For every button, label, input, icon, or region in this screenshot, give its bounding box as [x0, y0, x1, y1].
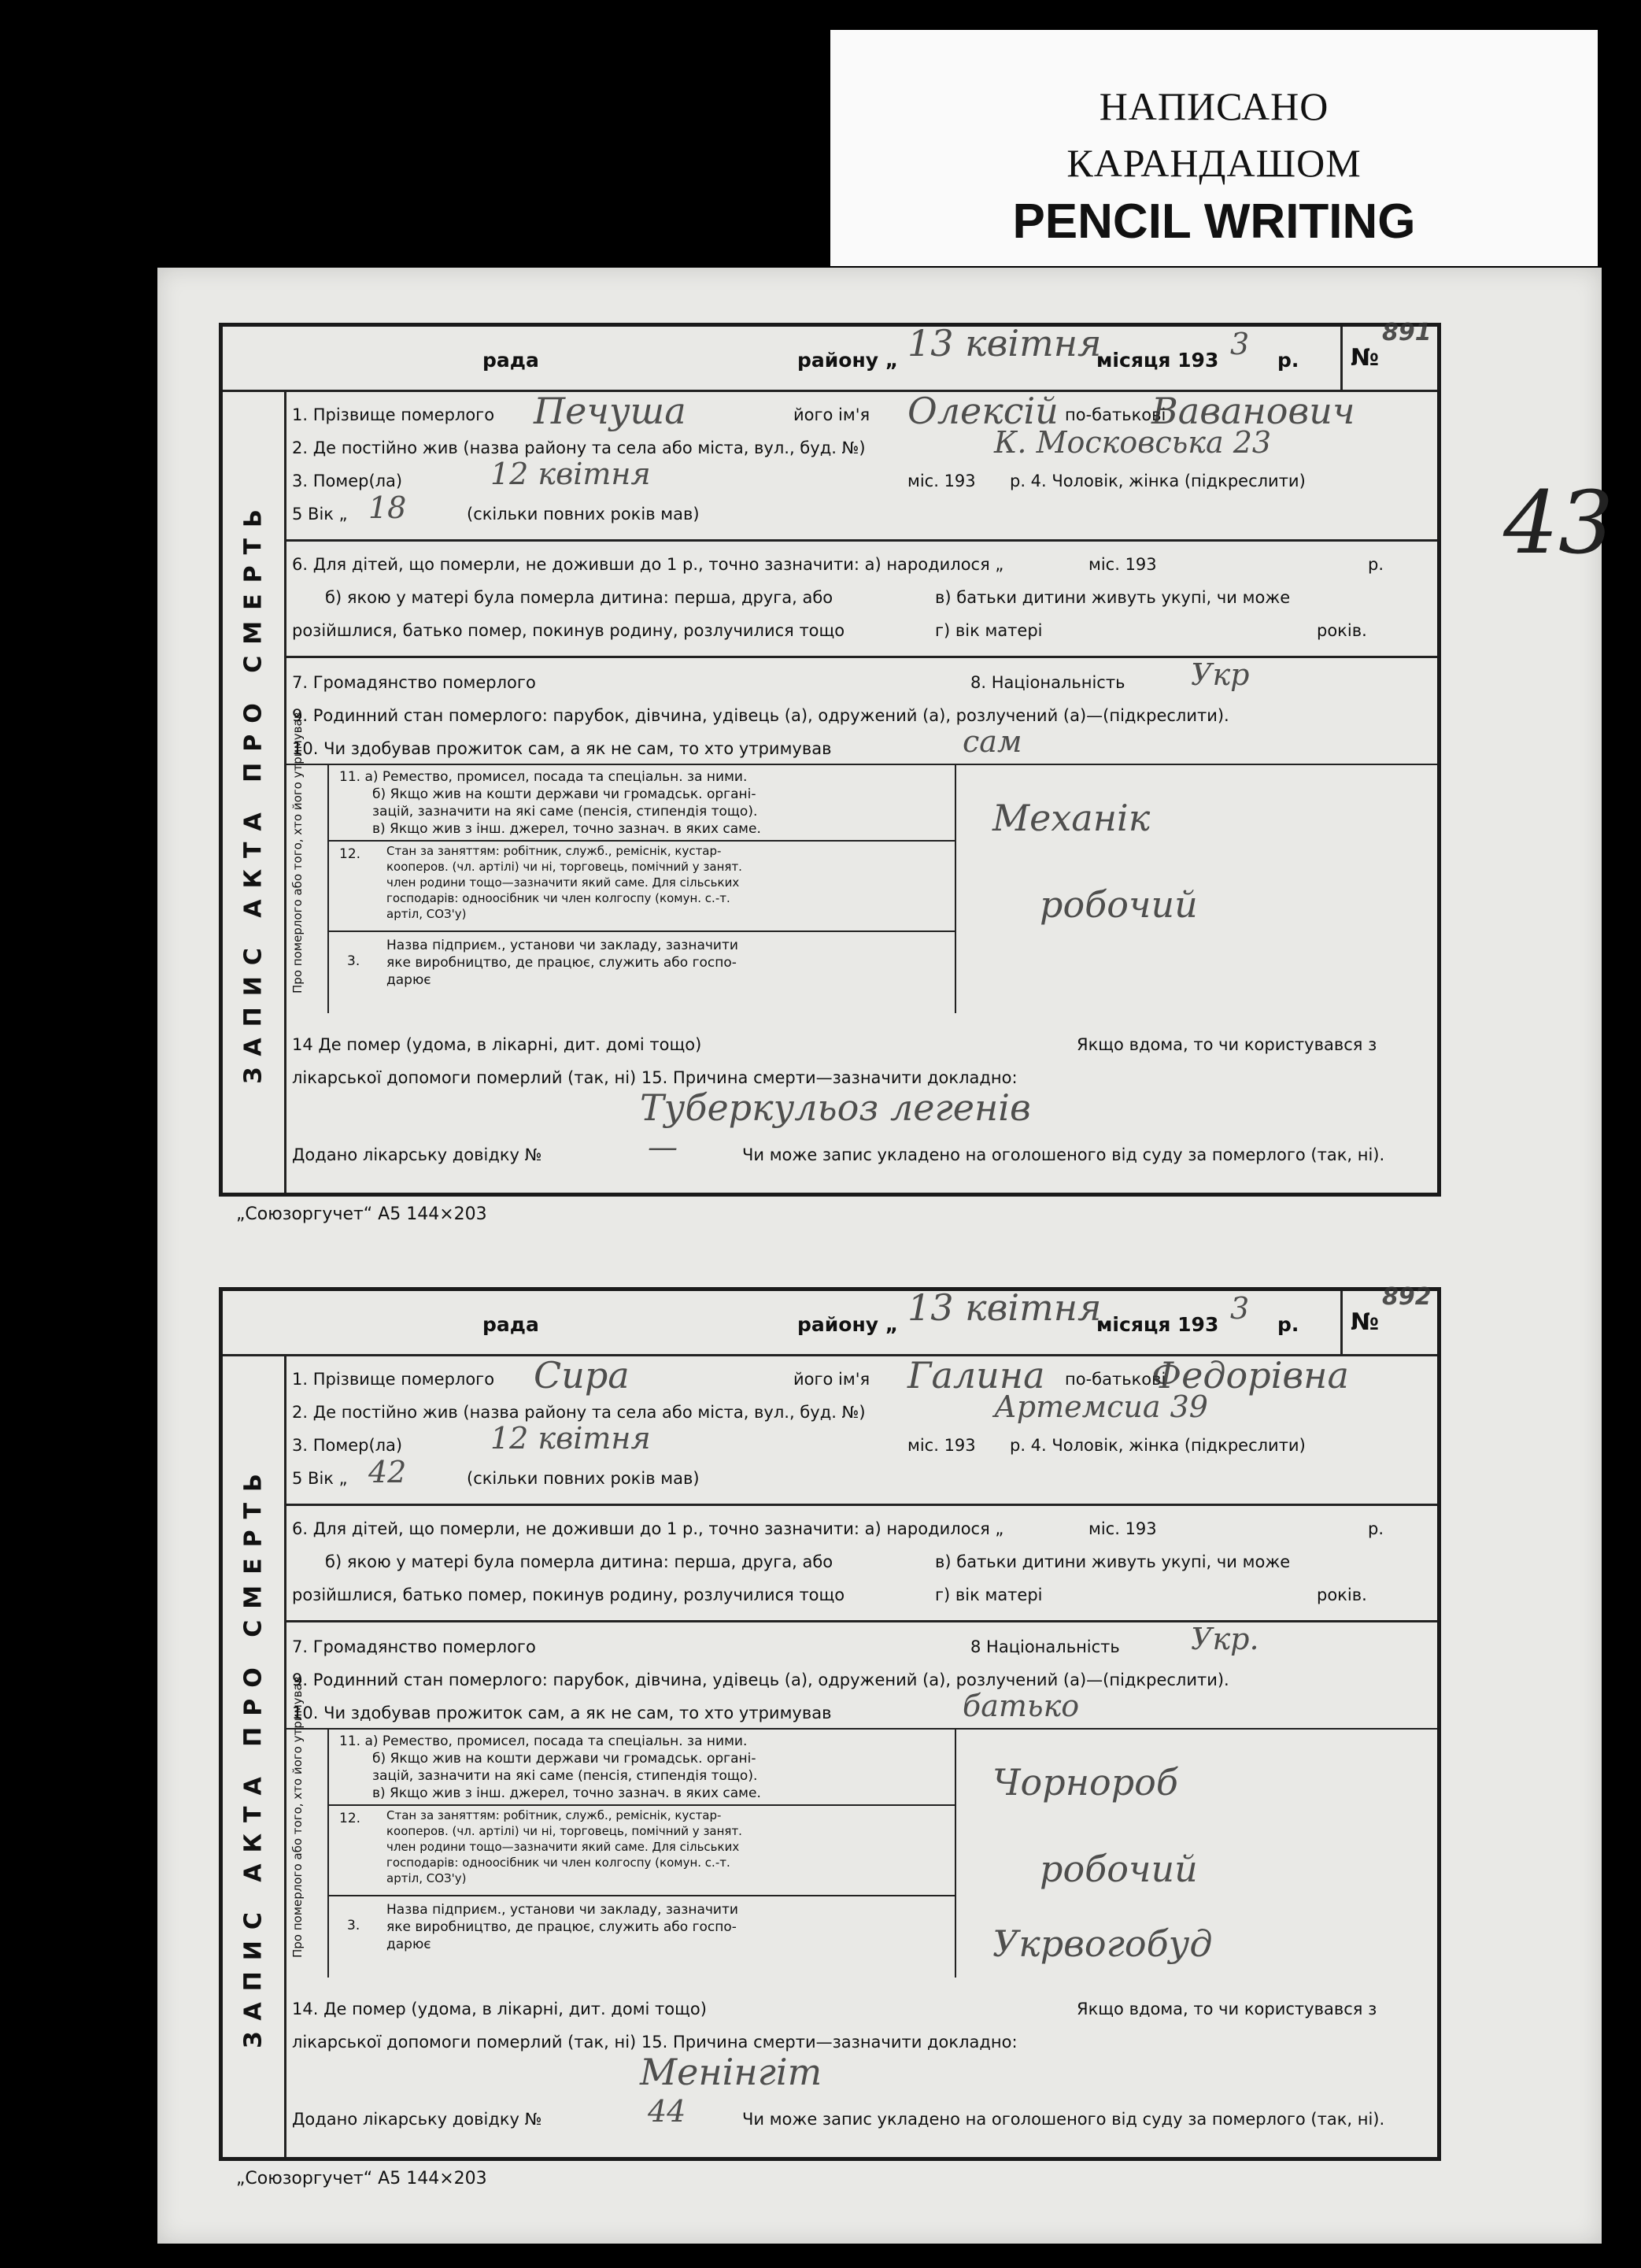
- rayonu-label: району „: [797, 1313, 899, 1336]
- line-5: 5 Вік „: [292, 1469, 348, 1488]
- stamp-line-2: КАРАНДАШОМ: [1066, 141, 1362, 185]
- form-footer: „Союзоргучет“ А5 144×203: [236, 1204, 487, 1224]
- line-13c: дарює: [386, 1937, 431, 1952]
- line-3-gender: р. 4. Чоловік, жінка (підкреслити): [1010, 1436, 1306, 1455]
- line-6: 6. Для дітей, що померли, не доживши до 1 р., точно зазначити: а) народилося „: [292, 1519, 1004, 1538]
- line-10: 10. Чи здобував прожиток сам, а як не сам, то хто утримував: [292, 739, 832, 758]
- line-11c: зацій, зазначити на які саме (пенсія, стипендія тощо).: [372, 1768, 758, 1784]
- line-6-month: міс. 193: [1088, 555, 1157, 574]
- line-7: 7. Громадянство померлого: [292, 1637, 536, 1656]
- line-9: 9. Родинний стан померлого: парубок, дівчина, удівець (а), одружений (а), розлучений (а)—(підкреслити).: [292, 706, 1229, 725]
- line-13a: Назва підприєм., установи чи закладу, зазначити: [386, 1902, 738, 1918]
- hw-surname: Печуша: [534, 390, 686, 432]
- hw-certificate: 44: [648, 2094, 686, 2129]
- line-3: 3. Помер(ла): [292, 472, 403, 490]
- line-6e: г) вік матері: [935, 621, 1043, 640]
- line-6c: в) батьки дитини живуть укупі, чи може: [935, 1552, 1291, 1571]
- line-6d: розійшлися, батько помер, покинув родину, розлучилися тощо: [292, 621, 845, 640]
- line-14b: Якщо вдома, то чи користувався з: [1077, 1035, 1377, 1054]
- line-13b: яке виробництво, де працює, служить або госпо-: [386, 955, 737, 971]
- form-footer: „Союзоргучет“ А5 144×203: [236, 2169, 487, 2188]
- line-8: 8 Національність: [970, 1637, 1120, 1656]
- side-label: [223, 390, 286, 1193]
- line-12a: Стан за заняттям: робітник, служб., реміснік, кустар-: [386, 844, 722, 858]
- hw-name: Олексій: [907, 390, 1059, 432]
- line-13-num: 3.: [347, 953, 360, 969]
- line-11a: 11. а) Ремество, промисел, посада та спеціальн. за ними.: [339, 769, 748, 785]
- hw-patronymic: Федорівна: [1151, 1354, 1349, 1397]
- line-2: 2. Де постійно жив (назва району та села або міста, вул., буд. №): [292, 1403, 866, 1422]
- line-1: 1. Прізвище померлого: [292, 405, 495, 424]
- hw-address: К. Московська 23: [994, 425, 1272, 460]
- line-1-patronymic: по-батькові: [1065, 405, 1166, 424]
- hw-date: 13 квітня: [907, 322, 1102, 364]
- line-14: 14. Де помер (удома, в лікарні, дит. домі тощо): [292, 2000, 707, 2018]
- hw-nationality: Укр.: [1191, 1622, 1259, 1656]
- line-3-gender: р. 4. Чоловік, жінка (підкреслити): [1010, 472, 1306, 490]
- r-label: р.: [1277, 349, 1299, 372]
- line-5: 5 Вік „: [292, 505, 348, 524]
- line-12-num: 12.: [339, 1811, 361, 1826]
- hw-name: Галина: [907, 1354, 1045, 1397]
- hw-support: сам: [963, 724, 1022, 759]
- line-13b: яке виробництво, де працює, служить або госпо-: [386, 1919, 737, 1935]
- vertical-note: Про померлого або того, хто його утримував: [290, 712, 305, 993]
- line-12-num: 12.: [339, 846, 361, 862]
- line-14: 14 Де помер (удома, в лікарні, дит. домі тощо): [292, 1035, 702, 1054]
- line-6d: розійшлися, батько помер, покинув родину, розлучилися тощо: [292, 1585, 845, 1604]
- hw-record-number: 892: [1382, 1283, 1432, 1311]
- rada-label: рада: [482, 1313, 539, 1336]
- line-12c: член родини тощо—зазначити який саме. Для сільських: [386, 875, 740, 890]
- pencil-writing-label: [830, 30, 1598, 266]
- line-1-name: його ім'я: [793, 405, 870, 424]
- line-6b: б) якою у матері була померла дитина: перша, друга, або: [325, 1552, 833, 1571]
- line-14b: Якщо вдома, то чи користувався з: [1077, 2000, 1377, 2018]
- line-6-month: міс. 193: [1088, 1519, 1157, 1538]
- line-6: 6. Для дітей, що померли, не доживши до 1 р., точно зазначити: а) народилося „: [292, 555, 1004, 574]
- form-header: [223, 319, 1437, 392]
- line-6-r: р.: [1368, 1519, 1384, 1538]
- line-14c: лікарської допомоги померлий (так, ні) 15. Причина смерти—зазначити докладно:: [292, 2033, 1018, 2052]
- line-16: Додано лікарську довідку №: [292, 2110, 542, 2129]
- hw-cause: Менінгіт: [640, 2051, 822, 2093]
- death-record-form: [219, 319, 1441, 1197]
- line-16b: Чи може запис укладено на оголошеного від суду за померлого (так, ні).: [742, 1145, 1385, 1164]
- hw-died: 12 квітня: [490, 1421, 651, 1456]
- line-6c: в) батьки дитини живуть укупі, чи може: [935, 588, 1291, 607]
- line-6f: років.: [1317, 1585, 1367, 1604]
- line-13c: дарює: [386, 972, 431, 988]
- hw-record-number: 891: [1382, 319, 1432, 346]
- line-14c: лікарської допомоги померлий (так, ні) 15. Причина смерти—зазначити докладно:: [292, 1068, 1018, 1087]
- line-11b: б) Якщо жив на кошти держави чи громадськ. органі-: [372, 786, 756, 802]
- hw-died: 12 квітня: [490, 457, 651, 491]
- line-3: 3. Помер(ла): [292, 1436, 403, 1455]
- line-3-month: міс. 193: [907, 1436, 976, 1455]
- hw-patronymic: Ваванович: [1151, 390, 1355, 432]
- number-sign: №: [1351, 344, 1380, 372]
- line-9: 9. Родинний стан померлого: парубок, дівчина, удівець (а), одружений (а), розлучений (а)—(підкреслити).: [292, 1670, 1229, 1689]
- death-record-form: [219, 1283, 1441, 2161]
- line-5-note: (скільки повних років мав): [467, 1469, 700, 1488]
- line-5-note: (скільки повних років мав): [467, 505, 700, 524]
- line-12e: артіл, СОЗ'у): [386, 907, 467, 921]
- line-12e: артіл, СОЗ'у): [386, 1871, 467, 1885]
- line-12b: кооперов. (чл. артілі) чи ні, торговець, помічний у занят.: [386, 1824, 742, 1838]
- hw-surname: Сира: [534, 1354, 630, 1397]
- line-16: Додано лікарську довідку №: [292, 1145, 542, 1164]
- line-12a: Стан за заняттям: робітник, служб., реміснік, кустар-: [386, 1808, 722, 1822]
- side-label: [223, 1354, 286, 2157]
- margin-number: 43: [1503, 472, 1613, 573]
- hw-age: 18: [368, 490, 407, 525]
- line-11d: в) Якщо жив з інш. джерел, точно зазнач. в яких саме.: [372, 821, 761, 837]
- hw-nationality: Укр: [1191, 657, 1250, 692]
- line-2: 2. Де постійно жив (назва району та села або міста, вул., буд. №): [292, 438, 866, 457]
- line-1-patronymic: по-батькові: [1065, 1370, 1166, 1389]
- line-11b: б) Якщо жив на кошти держави чи громадськ. органі-: [372, 1751, 756, 1767]
- stamp-line-3: PENCIL WRITING: [1012, 194, 1416, 249]
- line-11c: зацій, зазначити на які саме (пенсія, стипендія тощо).: [372, 804, 758, 820]
- hw-address: Артемсиа 39: [994, 1389, 1208, 1424]
- line-13-num: 3.: [347, 1918, 360, 1933]
- hw-age: 42: [368, 1455, 407, 1489]
- line-11d: в) Якщо жив з інш. джерел, точно зазнач. в яких саме.: [372, 1785, 761, 1801]
- rayonu-label: району „: [797, 349, 899, 372]
- record-number-box: [1340, 1283, 1437, 1354]
- line-12c: член родини тощо—зазначити який саме. Для сільських: [386, 1840, 740, 1854]
- rada-label: рада: [482, 349, 539, 372]
- line-7: 7. Громадянство померлого: [292, 673, 536, 692]
- line-1-name: його ім'я: [793, 1370, 870, 1389]
- hw-cause: Туберкульоз легенів: [640, 1086, 1031, 1129]
- line-12b: кооперов. (чл. артілі) чи ні, торговець, помічний у занят.: [386, 860, 742, 874]
- hw-occupation: Механік: [992, 797, 1151, 839]
- number-sign: №: [1351, 1308, 1380, 1336]
- hw-workplace: Укрвогобуд: [992, 1922, 1213, 1965]
- month-label: місяця 193: [1096, 1313, 1219, 1336]
- line-1: 1. Прізвище померлого: [292, 1370, 495, 1389]
- hw-year: 3: [1230, 327, 1250, 361]
- line-12d: господарів: одноосібник чи член колгоспу (комун. с.-т.: [386, 1855, 730, 1870]
- line-6-r: р.: [1368, 555, 1384, 574]
- hw-status: робочий: [1040, 1848, 1198, 1890]
- form-header: [223, 1283, 1437, 1356]
- line-6b: б) якою у матері була померла дитина: перша, друга, або: [325, 588, 833, 607]
- line-8: 8. Національність: [970, 673, 1125, 692]
- hw-certificate: —: [648, 1130, 678, 1164]
- line-11a: 11. а) Ремество, промисел, посада та спеціальн. за ними.: [339, 1733, 748, 1749]
- hw-occupation: Чорнороб: [992, 1761, 1178, 1804]
- line-6e: г) вік матері: [935, 1585, 1043, 1604]
- line-6f: років.: [1317, 621, 1367, 640]
- record-number-box: [1340, 319, 1437, 390]
- side-label-text: ЗАПИС АКТА ПРО СМЕРТЬ: [239, 498, 268, 1084]
- side-label-text: ЗАПИС АКТА ПРО СМЕРТЬ: [239, 1463, 268, 2048]
- line-16b: Чи може запис укладено на оголошеного від суду за померлого (так, ні).: [742, 2110, 1385, 2129]
- hw-year: 3: [1230, 1291, 1250, 1326]
- line-10: 10. Чи здобував прожиток сам, а як не сам, то хто утримував: [292, 1704, 832, 1722]
- line-3-month: міс. 193: [907, 472, 976, 490]
- hw-date: 13 квітня: [907, 1286, 1102, 1329]
- stamp-line-1: НАПИСАНО: [1099, 84, 1329, 128]
- month-label: місяця 193: [1096, 349, 1219, 372]
- hw-status: робочий: [1040, 883, 1198, 926]
- r-label: р.: [1277, 1313, 1299, 1336]
- vertical-note: Про померлого або того, хто його утримував: [290, 1676, 305, 1958]
- line-13a: Назва підприєм., установи чи закладу, зазначити: [386, 938, 738, 953]
- line-12d: господарів: одноосібник чи член колгоспу (комун. с.-т.: [386, 891, 730, 905]
- hw-support: батько: [963, 1689, 1080, 1723]
